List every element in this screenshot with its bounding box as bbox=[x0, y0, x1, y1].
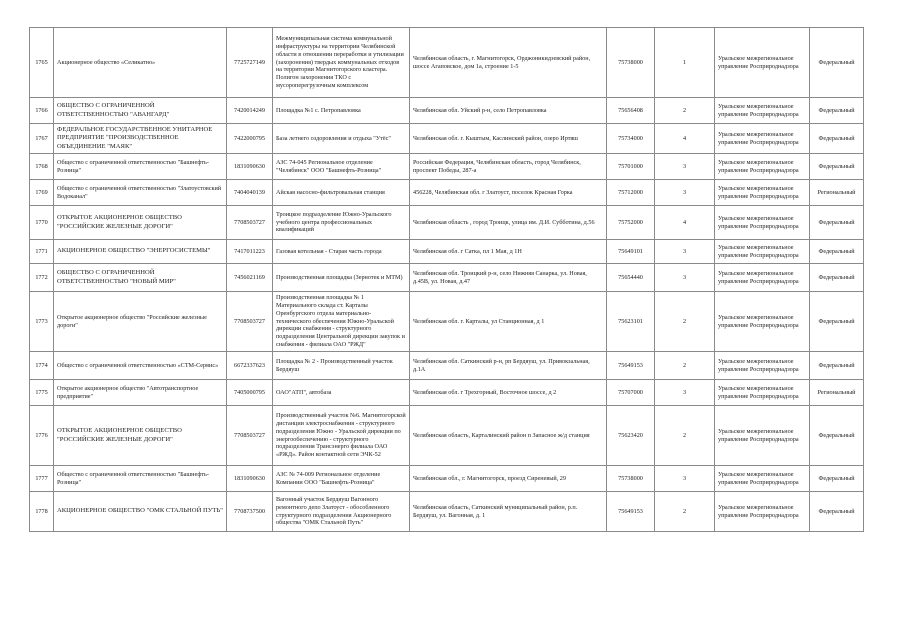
oktmo-code: 75649101 bbox=[607, 240, 655, 264]
object-name: Площадка №1 с. Петропавловка bbox=[273, 98, 410, 124]
supervising-agency: Уральское межрегиональное управление Росприроднадзора bbox=[715, 352, 810, 380]
supervising-agency: Уральское межрегиональное управление Росприроднадзора bbox=[715, 264, 810, 292]
supervising-agency: Уральское межрегиональное управление Росприроднадзора bbox=[715, 154, 810, 180]
inn: 6672337623 bbox=[227, 352, 273, 380]
organization-name: ОБЩЕСТВО С ОГРАНИЧЕННОЙ ОТВЕТСТВЕННОСТЬЮ "АВАНГАРД" bbox=[54, 98, 227, 124]
table-row bbox=[30, 466, 864, 492]
supervision-level: Региональный bbox=[810, 180, 864, 206]
category: 3 bbox=[655, 380, 715, 406]
oktmo-code: 75707000 bbox=[607, 380, 655, 406]
organization-name: Открытое акционерное общество "Российские железные дороги" bbox=[54, 292, 227, 352]
supervising-agency: Уральское межрегиональное управление Росприроднадзора bbox=[715, 240, 810, 264]
organization-name: ОБЩЕСТВО С ОГРАНИЧЕННОЙ ОТВЕТСТВЕННОСТЬЮ "НОВЫЙ МИР" bbox=[54, 264, 227, 292]
inn: 7725727149 bbox=[227, 28, 273, 98]
object-name: Производственный участок №6. Магнитогорской дистанции электроснабжения - структурного подразделения Южно - Уральской дирекции по энергообеспечению - структурного подразделения Трансэнерго филиала ОАО «РЖД». Район контактной сети ЭЧК-52 bbox=[273, 406, 410, 466]
oktmo-code: 75734000 bbox=[607, 124, 655, 154]
object-name: ОАО"АТП", автобаза bbox=[273, 380, 410, 406]
table-row bbox=[30, 180, 864, 206]
organization-name: АКЦИОНЕРНОЕ ОБЩЕСТВО "ЭНЕРГОСИСТЕМЫ" bbox=[54, 240, 227, 264]
inn: 7708503727 bbox=[227, 206, 273, 240]
supervision-level: Федеральный bbox=[810, 240, 864, 264]
inn: 1831090630 bbox=[227, 154, 273, 180]
object-name: База летнего оздоровления и отдыха "Утёс" bbox=[273, 124, 410, 154]
row-number: 1775 bbox=[30, 380, 54, 406]
table-row bbox=[30, 292, 864, 352]
supervision-level: Федеральный bbox=[810, 466, 864, 492]
row-number: 1766 bbox=[30, 98, 54, 124]
row-number: 1774 bbox=[30, 352, 54, 380]
organization-name: ОТКРЫТОЕ АКЦИОНЕРНОЕ ОБЩЕСТВО "РОССИЙСКИЕ ЖЕЛЕЗНЫЕ ДОРОГИ" bbox=[54, 406, 227, 466]
supervision-level: Федеральный bbox=[810, 406, 864, 466]
object-address: Челябинская обл. г Трехгорный, Восточное шоссе, д 2 bbox=[410, 380, 607, 406]
supervising-agency: Уральское межрегиональное управление Росприроднадзора bbox=[715, 124, 810, 154]
oktmo-code: 75654440 bbox=[607, 264, 655, 292]
inn: 7422000795 bbox=[227, 124, 273, 154]
organization-name: Общество с ограниченной ответственностью "Башнефть-Розница" bbox=[54, 154, 227, 180]
object-address: Челябинская обл. г. Карталы, ул Станционная, д 1 bbox=[410, 292, 607, 352]
supervision-level: Федеральный bbox=[810, 154, 864, 180]
oktmo-code: 75649153 bbox=[607, 492, 655, 532]
object-name: Газовая котельная - Старая часть города bbox=[273, 240, 410, 264]
oktmo-code: 75623420 bbox=[607, 406, 655, 466]
supervision-level: Федеральный bbox=[810, 124, 864, 154]
row-number: 1770 bbox=[30, 206, 54, 240]
object-address: 456228, Челябинская обл. г Златоуст, поселок Красная Горка bbox=[410, 180, 607, 206]
oktmo-code: 75712000 bbox=[607, 180, 655, 206]
organization-name: Общество с ограниченной ответственностью "Златоустовский Водоканал" bbox=[54, 180, 227, 206]
category: 2 bbox=[655, 352, 715, 380]
supervision-level: Федеральный bbox=[810, 352, 864, 380]
category: 2 bbox=[655, 406, 715, 466]
table-row bbox=[30, 492, 864, 532]
table-row bbox=[30, 352, 864, 380]
oktmo-code: 75701000 bbox=[607, 154, 655, 180]
supervision-level: Федеральный bbox=[810, 264, 864, 292]
object-name: Производственная площадка № 1 Материального склада ст. Карталы Оренбургского отдела материально-технического обеспечения Южно-Уральской дирекции снабжения - структурного подразделения Центральной дирекции закупок и снабжения - филиала ОАО "РЖД" bbox=[273, 292, 410, 352]
object-address: Челябинская область, Саткинский муниципальный район, р.п. Бердяуш, ул. Вагонная, д. 1 bbox=[410, 492, 607, 532]
supervising-agency: Уральское межрегиональное управление Росприроднадзора bbox=[715, 292, 810, 352]
supervising-agency: Уральское межрегиональное управление Росприроднадзора bbox=[715, 466, 810, 492]
supervision-level: Федеральный bbox=[810, 28, 864, 98]
supervising-agency: Уральское межрегиональное управление Росприроднадзора bbox=[715, 380, 810, 406]
supervising-agency: Уральское межрегиональное управление Росприроднадзора bbox=[715, 492, 810, 532]
oktmo-code: 75623101 bbox=[607, 292, 655, 352]
category: 4 bbox=[655, 206, 715, 240]
supervising-agency: Уральское межрегиональное управление Росприроднадзора bbox=[715, 28, 810, 98]
object-address: Челябинская обл. г. Кыштым, Каслинский район, озеро Иртяш bbox=[410, 124, 607, 154]
row-number: 1776 bbox=[30, 406, 54, 466]
table-row bbox=[30, 240, 864, 264]
table-row bbox=[30, 28, 864, 98]
category: 4 bbox=[655, 124, 715, 154]
table-row bbox=[30, 264, 864, 292]
object-address: Челябинская область , город Троицк, улица им. Д.И. Субботина, д.56 bbox=[410, 206, 607, 240]
object-name: Производственная площадка (Зернотек и МТМ) bbox=[273, 264, 410, 292]
supervision-level: Федеральный bbox=[810, 206, 864, 240]
table-row bbox=[30, 406, 864, 466]
supervision-level: Федеральный bbox=[810, 492, 864, 532]
supervising-agency: Уральское межрегиональное управление Росприроднадзора bbox=[715, 180, 810, 206]
table-row bbox=[30, 154, 864, 180]
category: 3 bbox=[655, 466, 715, 492]
oktmo-code: 75738000 bbox=[607, 28, 655, 98]
category: 3 bbox=[655, 240, 715, 264]
row-number: 1778 bbox=[30, 492, 54, 532]
organization-name: Акционерное общество «Селикатно» bbox=[54, 28, 227, 98]
inn: 7405000795 bbox=[227, 380, 273, 406]
object-address: Челябинская обл. Уйский р-н, село Петропавловка bbox=[410, 98, 607, 124]
supervision-level: Федеральный bbox=[810, 98, 864, 124]
object-name: АЗС 74-045 Региональное отделение "Челябинск" ООО "Башнефть-Розница" bbox=[273, 154, 410, 180]
organization-name: Открытое акционерное общество "Автотранспортное предприятие" bbox=[54, 380, 227, 406]
supervision-level: Федеральный bbox=[810, 292, 864, 352]
category: 3 bbox=[655, 154, 715, 180]
category: 3 bbox=[655, 180, 715, 206]
organization-name: Общество с ограниченной ответственностью "Башнефть-Розница" bbox=[54, 466, 227, 492]
object-name: Межмуниципальная система коммунальной инфраструктуры на территории Челябинской области в отношении переработки и утилизации (захоронения) твердых коммунальных отходов на территории Магнитогорского кластера. Полигон захоронения ТКО с мусороперегрузочным комплексом bbox=[273, 28, 410, 98]
row-number: 1777 bbox=[30, 466, 54, 492]
category: 2 bbox=[655, 98, 715, 124]
inn: 7417011223 bbox=[227, 240, 273, 264]
object-name: Вагонный участок Бердяуш Вагонного ремонтного депо Златоуст - обособленного структурного подразделения Акционерного общества "ОМК Стальной Путь" bbox=[273, 492, 410, 532]
table-row bbox=[30, 380, 864, 406]
row-number: 1769 bbox=[30, 180, 54, 206]
category: 2 bbox=[655, 292, 715, 352]
object-name: АЗС № 74-009 Региональное отделение Компании ООО "Башнефть-Розница" bbox=[273, 466, 410, 492]
oktmo-code: 75649153 bbox=[607, 352, 655, 380]
inn: 7708503727 bbox=[227, 406, 273, 466]
inn: 7404040139 bbox=[227, 180, 273, 206]
object-address: Челябинская область, г. Магнитогорск, Орджоникидзевский район, шоссе Агаповское, дом 1а, строение 1-5 bbox=[410, 28, 607, 98]
supervising-agency: Уральское межрегиональное управление Росприроднадзора bbox=[715, 206, 810, 240]
object-address: Челябинская обл. г Сатка, пл 1 Мая, д 1Н bbox=[410, 240, 607, 264]
table-row bbox=[30, 124, 864, 154]
supervising-agency: Уральское межрегиональное управление Росприроднадзора bbox=[715, 406, 810, 466]
inn: 7420014249 bbox=[227, 98, 273, 124]
table-row bbox=[30, 98, 864, 124]
supervising-agency: Уральское межрегиональное управление Росприроднадзора bbox=[715, 98, 810, 124]
category: 3 bbox=[655, 264, 715, 292]
registry-table bbox=[29, 27, 864, 532]
inn: 7456021169 bbox=[227, 264, 273, 292]
organization-name: АКЦИОНЕРНОЕ ОБЩЕСТВО "ОМК СТАЛЬНОЙ ПУТЬ" bbox=[54, 492, 227, 532]
oktmo-code: 75752000 bbox=[607, 206, 655, 240]
organization-name: ФЕДЕРАЛЬНОЕ ГОСУДАРСТВЕННОЕ УНИТАРНОЕ ПРЕДПРИЯТИЕ "ПРОИЗВОДСТВЕННОЕ ОБЪЕДИНЕНИЕ "МАЯК" bbox=[54, 124, 227, 154]
supervision-level: Региональный bbox=[810, 380, 864, 406]
object-address: Челябинская обл. Троицкий р-н, село Нижняя Санарка, ул. Новая, д.45В, ул. Новая, д.47 bbox=[410, 264, 607, 292]
organization-name: ОТКРЫТОЕ АКЦИОНЕРНОЕ ОБЩЕСТВО "РОССИЙСКИЕ ЖЕЛЕЗНЫЕ ДОРОГИ" bbox=[54, 206, 227, 240]
object-name: Айская насосно-фильтровальная станция bbox=[273, 180, 410, 206]
inn: 7708503727 bbox=[227, 292, 273, 352]
object-name: Площадка № 2 - Производственный участок Бердяуш bbox=[273, 352, 410, 380]
inn: 7708737500 bbox=[227, 492, 273, 532]
object-name: Троицкое подразделение Южно-Уральского учебного центра профессиональных квалификаций bbox=[273, 206, 410, 240]
organization-name: Общество с ограниченной ответственностью «СТМ-Сервис» bbox=[54, 352, 227, 380]
row-number: 1765 bbox=[30, 28, 54, 98]
object-address: Челябинская обл., г. Магнитогорск, проезд Сиреневый, 29 bbox=[410, 466, 607, 492]
category: 1 bbox=[655, 28, 715, 98]
oktmo-code: 75656408 bbox=[607, 98, 655, 124]
oktmo-code: 75738000 bbox=[607, 466, 655, 492]
object-address: Российская Федерация, Челябинская область, город Челябинск, проспект Победы, 287-а bbox=[410, 154, 607, 180]
row-number: 1768 bbox=[30, 154, 54, 180]
row-number: 1767 bbox=[30, 124, 54, 154]
category: 2 bbox=[655, 492, 715, 532]
object-address: Челябинская обл. Саткинский р-н, рп Бердяуш, ул. Привокзальная, д.1А bbox=[410, 352, 607, 380]
row-number: 1773 bbox=[30, 292, 54, 352]
object-address: Челябинская область, Карталинский район п Запасное ж/д станция bbox=[410, 406, 607, 466]
row-number: 1772 bbox=[30, 264, 54, 292]
table-row bbox=[30, 206, 864, 240]
inn: 1831090630 bbox=[227, 466, 273, 492]
row-number: 1771 bbox=[30, 240, 54, 264]
